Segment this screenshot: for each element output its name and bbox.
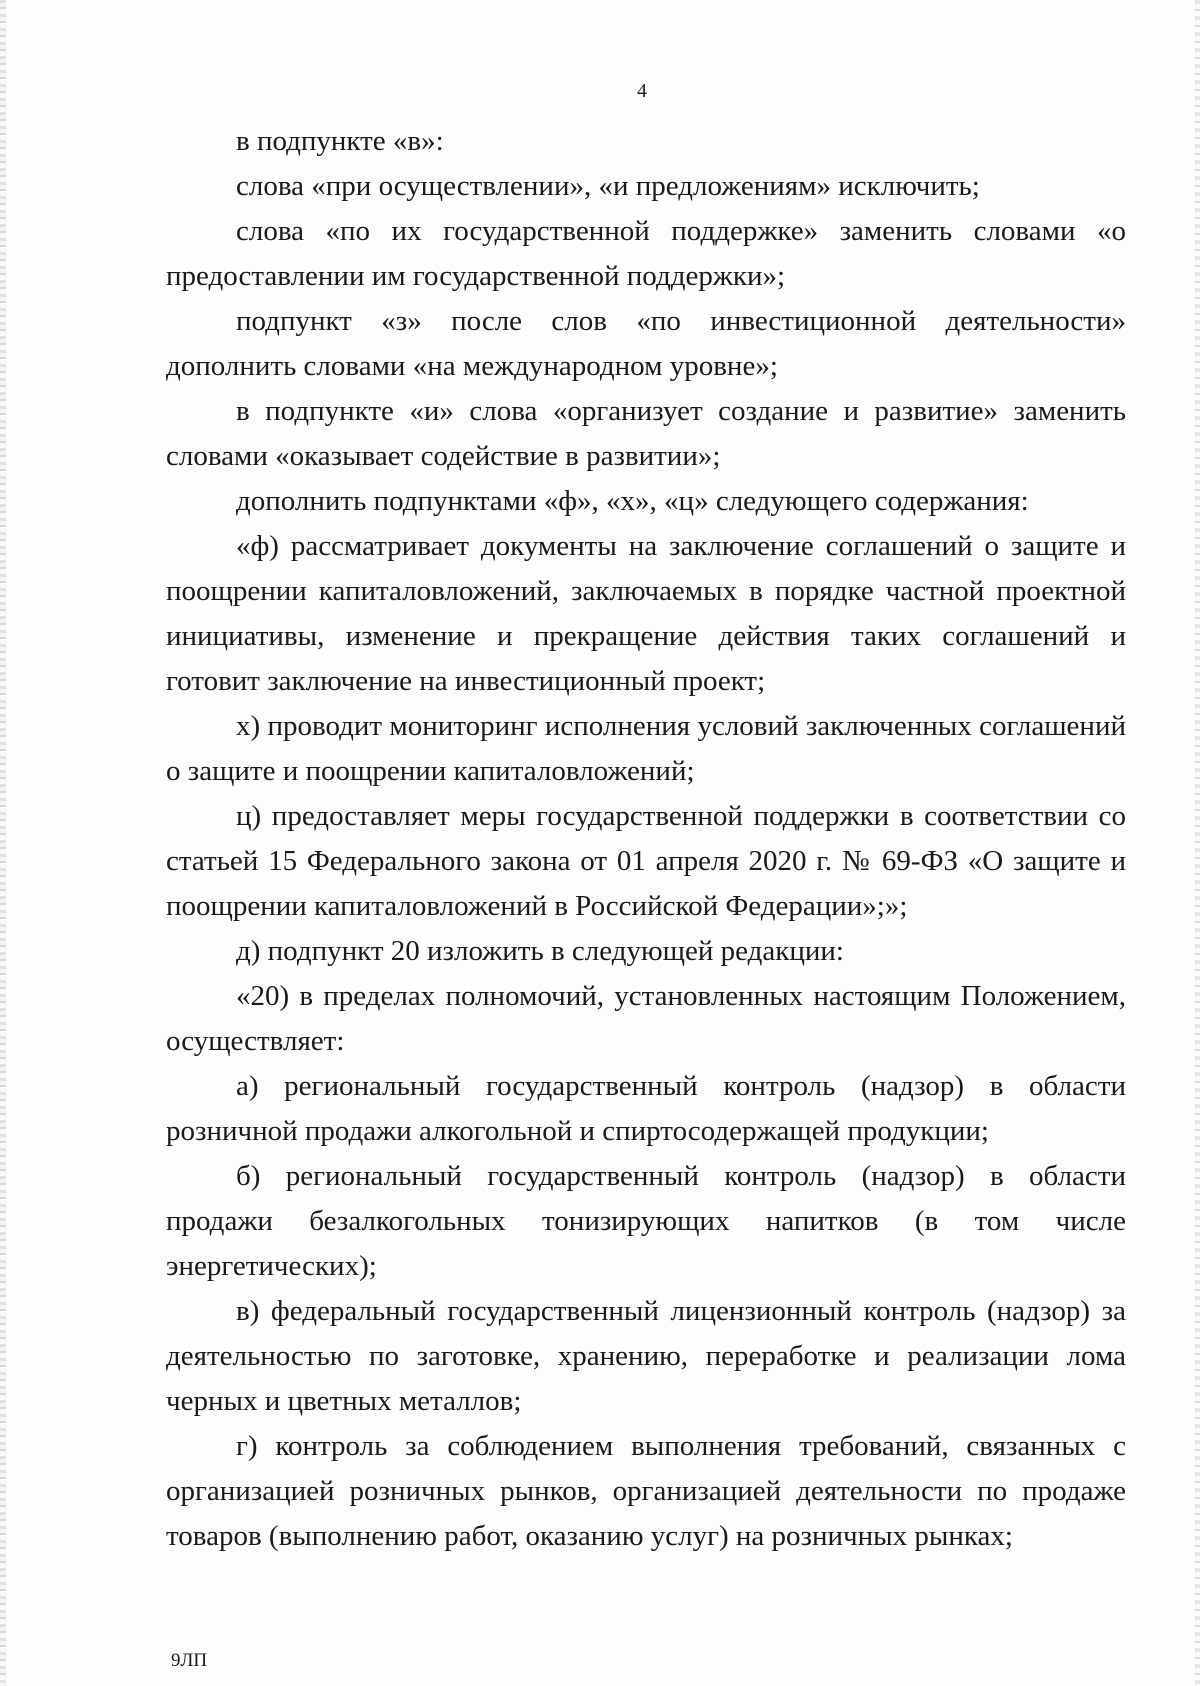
paragraph: ц) предоставляет меры государственной поддержки в соответствии со статьей 15 Федерального закона от 01 апреля 2020 г. № 69-ФЗ «О защите и поощрении капиталовложений в Российской Федерации»;»;: [166, 800, 1126, 922]
document-body: [166, 119, 1126, 1559]
paragraph: слова «при осуществлении», «и предложениям» исключить;: [236, 170, 980, 202]
page-number: 4: [637, 80, 647, 102]
paragraph: г) контроль за соблюдением выполнения требований, связанных с организацией розничных рынков, организацией деятельности по продаже товаров (выполнению работ, оказанию услуг) на розничных рынках;: [166, 1430, 1126, 1552]
paragraph: слова «по их государственной поддержке» заменить словами «о предоставлении им государственной поддержки»;: [166, 215, 1126, 292]
scan-edge-right: [1195, 0, 1200, 1686]
paragraph: дополнить подпунктами «ф», «х», «ц» следующего содержания:: [236, 485, 1029, 517]
footer-code: 9ЛП: [171, 1650, 208, 1671]
paragraph: х) проводит мониторинг исполнения условий заключенных соглашений о защите и поощрении капиталовложений;: [166, 710, 1126, 787]
paragraph: в) федеральный государственный лицензионный контроль (надзор) за деятельностью по заготовке, хранению, переработке и реализации лома черных и цветных металлов;: [166, 1295, 1126, 1417]
paragraph: д) подпункт 20 изложить в следующей редакции:: [236, 935, 844, 967]
paragraph: а) региональный государственный контроль (надзор) в области розничной продажи алкогольной и спиртосодержащей продукции;: [166, 1070, 1126, 1147]
paragraph: «20) в пределах полномочий, установленных настоящим Положением, осуществляет:: [166, 980, 1126, 1057]
paragraph: подпункт «з» после слов «по инвестиционной деятельности» дополнить словами «на международном уровне»;: [166, 305, 1126, 382]
paragraph: в подпункте «и» слова «организует создание и развитие» заменить словами «оказывает содействие в развитии»;: [166, 395, 1126, 472]
scan-edge-left: [0, 0, 6, 1686]
paragraph: б) региональный государственный контроль (надзор) в области продажи безалкогольных тонизирующих напитков (в том числе энергетических);: [166, 1160, 1126, 1282]
paragraph: «ф) рассматривает документы на заключение соглашений о защите и поощрении капиталовложений, заключаемых в порядке частной проектной инициативы, изменение и прекращение действия таких соглашений и готовит заключение на инвестиционный проект;: [166, 530, 1126, 697]
paragraph: в подпункте «в»:: [236, 125, 444, 157]
